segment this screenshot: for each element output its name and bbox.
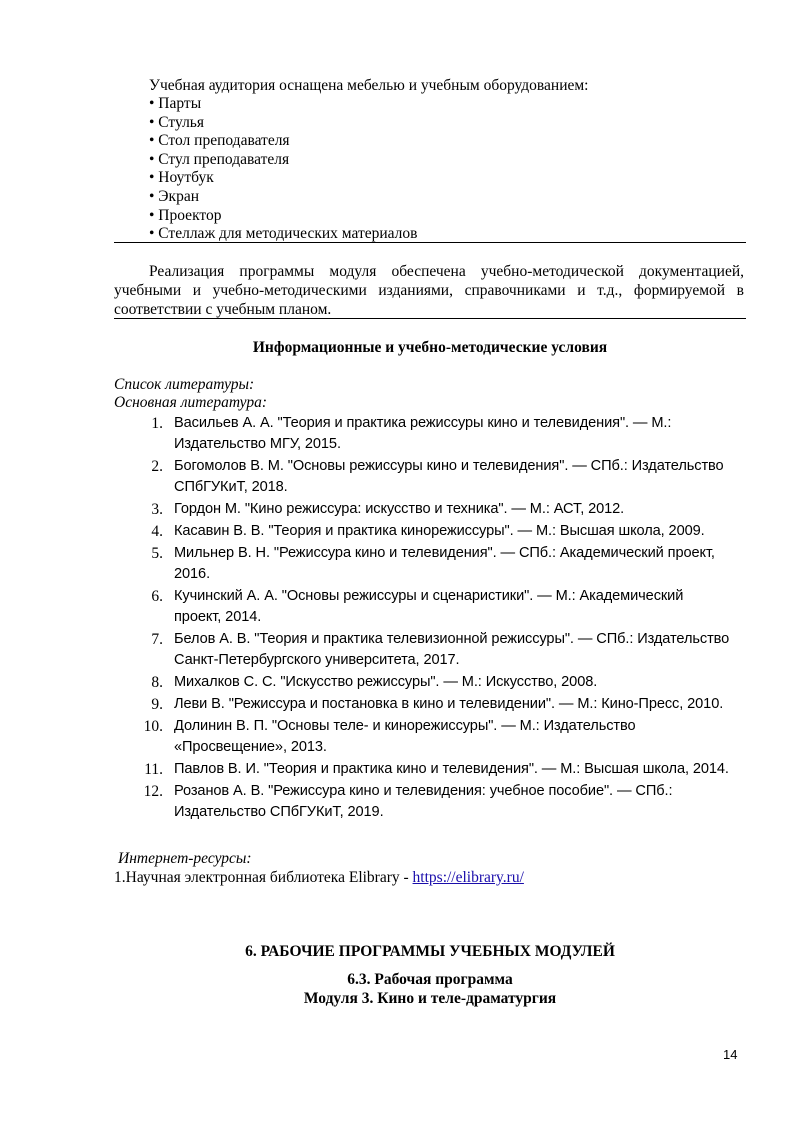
module-title: Модуля 3. Кино и теле-драматургия: [303, 990, 557, 1007]
literature-item: [138, 694, 750, 715]
literature-item-line: Михалков С. С. "Искусство режиссуры". — М.: Искусство, 2008.: [174, 674, 598, 690]
literature-item-line: Мильнер В. Н. "Режиссура кино и телевидения". — СПб.: Академический проект,: [174, 545, 715, 561]
literature-item: [138, 521, 750, 542]
literature-item: [138, 413, 750, 455]
internet-resources-label: Интернет-ресурсы:: [118, 850, 252, 867]
literature-item: [138, 499, 750, 520]
equipment-item: • Стулья: [149, 113, 205, 131]
literature-item-text: [174, 499, 750, 520]
literature-item-text: [174, 413, 750, 455]
literature-item: [138, 629, 750, 671]
table-rule-bottom: [114, 318, 746, 319]
literature-item: [138, 759, 750, 780]
literature-item-line: Касавин В. В. "Теория и практика кинорежиссуры". — М.: Высшая школа, 2009.: [174, 523, 705, 539]
literature-list: [138, 413, 750, 824]
literature-item-number: 3.: [151, 501, 163, 518]
literature-item-line: Леви В. "Режиссура и постановка в кино и телевидении". — М.: Кино-Пресс, 2010.: [174, 696, 724, 712]
literature-item-line: Долинин В. П. "Основы теле- и кинорежиссуры". — М.: Издательство: [174, 718, 636, 734]
literature-item-number: 6.: [151, 588, 163, 605]
literature-item-line: СПбГУКиТ, 2018.: [174, 479, 288, 495]
literature-item-line: 2016.: [174, 566, 211, 582]
literature-item-line: Павлов В. И. "Теория и практика кино и телевидения". — М.: Высшая школа, 2014.: [174, 761, 729, 777]
literature-item-number: 9.: [151, 696, 163, 713]
literature-item-number: 1.: [151, 415, 163, 432]
literature-item-text: [174, 586, 750, 628]
literature-item-text: [174, 543, 750, 585]
literature-item-number: 7.: [151, 631, 163, 648]
literature-item-number: 4.: [151, 523, 163, 540]
module-programs-heading: 6. РАБОЧИЕ ПРОГРАММЫ УЧЕБНЫХ МОДУЛЕЙ: [245, 943, 615, 960]
literature-item-line: Кучинский А. А. "Основы режиссуры и сценаристики". — М.: Академический: [174, 588, 684, 604]
equipment-intro: Учебная аудитория оснащена мебелью и учебным оборудованием:: [149, 77, 589, 94]
literature-item-line: «Просвещение», 2013.: [174, 739, 327, 755]
equipment-item: • Проектор: [149, 206, 222, 224]
equipment-item: • Экран: [149, 187, 199, 205]
literature-item-text: [174, 521, 750, 542]
literature-item-text: [174, 629, 750, 671]
implementation-paragraph: Реализация программы модуля обеспечена учебно-методической документацией, учебными и учебно-методическими изданиями, справочниками и т.д., формируемой в соответствии с учебным планом.: [114, 263, 744, 318]
literature-item-text: [174, 672, 750, 693]
literature-item-line: Издательство СПбГУКиТ, 2019.: [174, 804, 384, 820]
literature-item-text: [174, 456, 750, 498]
literature-item-number: 11.: [144, 761, 163, 778]
literature-item: [138, 543, 750, 585]
literature-item-line: Издательство МГУ, 2015.: [174, 436, 341, 452]
literature-item-number: 5.: [151, 545, 163, 562]
main-literature-label: Основная литература:: [114, 394, 267, 411]
literature-item-number: 12.: [143, 783, 163, 800]
equipment-list: [149, 95, 417, 244]
literature-item-number: 8.: [151, 674, 163, 691]
info-section-title: Информационные и учебно-методические условия: [252, 339, 608, 356]
literature-item-text: [174, 694, 750, 715]
literature-item-line: Гордон М. "Кино режиссура: искусство и техника". — М.: АСТ, 2012.: [174, 501, 625, 517]
equipment-item: • Стеллаж для методических материалов: [149, 225, 418, 243]
literature-item: [138, 716, 750, 758]
literature-item-line: проект, 2014.: [174, 609, 262, 625]
literature-item-line: Богомолов В. М. "Основы режиссуры кино и телевидения". — СПб.: Издательство: [174, 458, 724, 474]
work-program-subheading: 6.3. Рабочая программа: [347, 971, 513, 988]
literature-item-number: 2.: [151, 458, 163, 475]
equipment-item: • Стул преподавателя: [149, 150, 290, 168]
internet-resource-item: [114, 869, 524, 887]
literature-item: [138, 672, 750, 693]
literature-item: [138, 781, 750, 823]
equipment-item: • Стол преподавателя: [149, 132, 290, 150]
literature-item-text: [174, 716, 750, 758]
page-number: 14: [723, 1047, 738, 1062]
equipment-item: • Ноутбук: [149, 169, 214, 187]
literature-item: [138, 456, 750, 498]
elibrary-link[interactable]: https://elibrary.ru/: [412, 869, 524, 886]
literature-item-text: [174, 781, 750, 823]
internet-resource-text: 1.Научная электронная библиотека Elibrary -: [114, 869, 413, 886]
equipment-item: • Парты: [149, 95, 202, 112]
literature-item-line: Санкт-Петербургского университета, 2017.: [174, 652, 460, 668]
literature-item: [138, 586, 750, 628]
literature-item-number: 10.: [143, 718, 163, 735]
literature-item-line: Розанов А. В. "Режиссура кино и телевидения: учебное пособие". — СПб.:: [174, 783, 673, 799]
literature-label: Список литературы:: [114, 376, 255, 393]
literature-item-line: Васильев А. А. "Теория и практика режиссуры кино и телевидения". — М.:: [174, 415, 672, 431]
table-rule-top: [114, 242, 746, 243]
literature-item-line: Белов А. В. "Теория и практика телевизионной режиссуры". — СПб.: Издательство: [174, 631, 730, 647]
literature-item-text: [174, 759, 750, 780]
